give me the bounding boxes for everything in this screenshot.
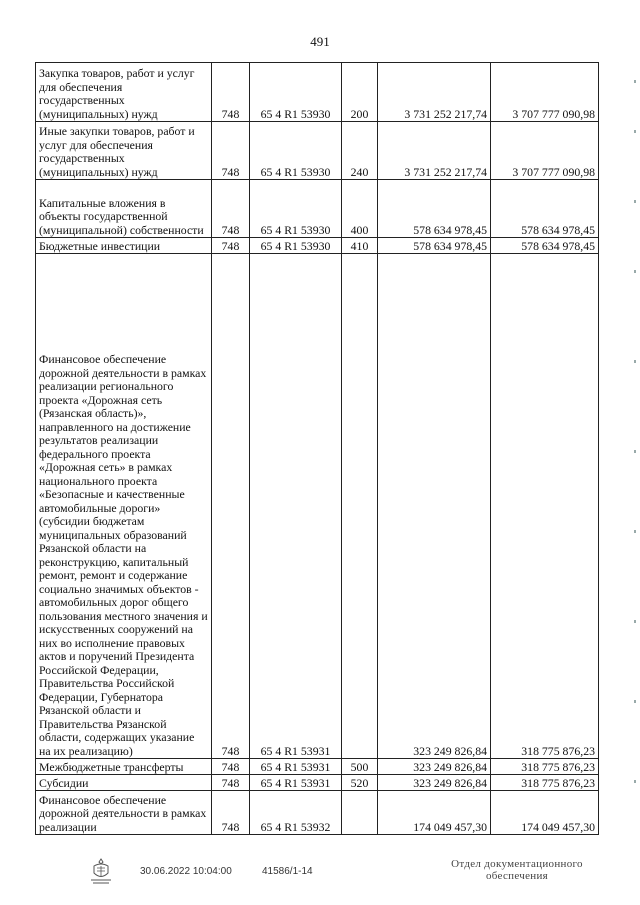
row-ved: 748 <box>212 775 250 791</box>
footer <box>0 858 640 898</box>
row-vr: 410 <box>342 238 378 254</box>
row-vr: 400 <box>342 180 378 238</box>
row-name: Капитальные вложения в объекты государственной (муниципальной) собственности <box>36 180 212 238</box>
row-sum2: 318 775 876,23 <box>491 759 599 775</box>
row-vr: 200 <box>342 63 378 122</box>
row-sum1: 578 634 978,45 <box>378 238 491 254</box>
table-row <box>36 775 599 791</box>
row-csr: 65 4 R1 53930 <box>250 63 342 122</box>
row-ved: 748 <box>212 759 250 775</box>
row-csr: 65 4 R1 53931 <box>250 759 342 775</box>
row-sum1: 323 249 826,84 <box>378 254 491 759</box>
row-vr: 500 <box>342 759 378 775</box>
coat-of-arms-icon <box>88 858 114 884</box>
row-csr: 65 4 R1 53931 <box>250 254 342 759</box>
row-name: Закупка товаров, работ и услуг для обеспечения государственных (муниципальных) нужд <box>36 63 212 122</box>
row-vr <box>342 791 378 835</box>
row-name: Финансовое обеспечение дорожной деятельности в рамках реализации регионального проекта «Дорожная сеть (Рязанская область)», направленного на достижение результатов реализации федерального проекта «Дорожная сеть» в рамках национального проекта «Безопасные и качественные автомобильные дороги» (субсидии бюджетам муниципальных образований Рязанской области на реконструкцию, капитальный ремонт, ремонт и содержание социально значимых объектов - автомобильных дорог общего пользования местного значения и искусственных сооружений на них во исполнение правовых актов и поручений Президента Российской Федерации, Правительства Российской Федерации, Губернатора Рязанской области и Правительства Рязанской области, содержащих указание на их реализацию) <box>36 254 212 759</box>
table-row <box>36 791 599 835</box>
footer-dept-line2: обеспечения <box>485 870 549 882</box>
row-sum1: 3 731 252 217,74 <box>378 63 491 122</box>
row-sum1: 174 049 457,30 <box>378 791 491 835</box>
table-row <box>36 254 599 759</box>
row-ved: 748 <box>212 791 250 835</box>
row-csr: 65 4 R1 53930 <box>250 122 342 180</box>
row-sum1: 323 249 826,84 <box>378 759 491 775</box>
row-csr: 65 4 R1 53931 <box>250 775 342 791</box>
table-row <box>36 238 599 254</box>
row-csr: 65 4 R1 53930 <box>250 238 342 254</box>
row-ved: 748 <box>212 238 250 254</box>
table-row <box>36 759 599 775</box>
table-row <box>36 122 599 180</box>
row-sum2: 318 775 876,23 <box>491 775 599 791</box>
table-row <box>36 63 599 122</box>
budget-table <box>35 62 599 835</box>
row-ved: 748 <box>212 122 250 180</box>
row-vr: 520 <box>342 775 378 791</box>
row-sum1: 578 634 978,45 <box>378 180 491 238</box>
row-name: Иные закупки товаров, работ и услуг для обеспечения государственных (муниципальных) нужд <box>36 122 212 180</box>
row-vr: 240 <box>342 122 378 180</box>
row-csr: 65 4 R1 53930 <box>250 180 342 238</box>
footer-department-stamp <box>432 858 602 882</box>
row-ved: 748 <box>212 180 250 238</box>
row-sum1: 3 731 252 217,74 <box>378 122 491 180</box>
row-ved: 748 <box>212 254 250 759</box>
row-name: Субсидии <box>36 775 212 791</box>
row-ved: 748 <box>212 63 250 122</box>
row-sum1: 323 249 826,84 <box>378 775 491 791</box>
row-vr <box>342 254 378 759</box>
row-name: Бюджетные инвестиции <box>36 238 212 254</box>
scan-edge-marks <box>632 60 636 820</box>
footer-date: 30.06.2022 10:04:00 <box>140 866 232 877</box>
row-csr: 65 4 R1 53932 <box>250 791 342 835</box>
row-sum2: 578 634 978,45 <box>491 180 599 238</box>
row-sum2: 3 707 777 090,98 <box>491 63 599 122</box>
table-row <box>36 180 599 238</box>
row-name: Финансовое обеспечение дорожной деятельности в рамках реализации <box>36 791 212 835</box>
footer-document-code: 41586/1-14 <box>262 866 313 877</box>
row-name: Межбюджетные трансферты <box>36 759 212 775</box>
row-sum2: 174 049 457,30 <box>491 791 599 835</box>
row-sum2: 3 707 777 090,98 <box>491 122 599 180</box>
row-sum2: 318 775 876,23 <box>491 254 599 759</box>
row-sum2: 578 634 978,45 <box>491 238 599 254</box>
footer-dept-line1: Отдел документационного <box>451 858 583 870</box>
page-number: 491 <box>310 34 330 49</box>
